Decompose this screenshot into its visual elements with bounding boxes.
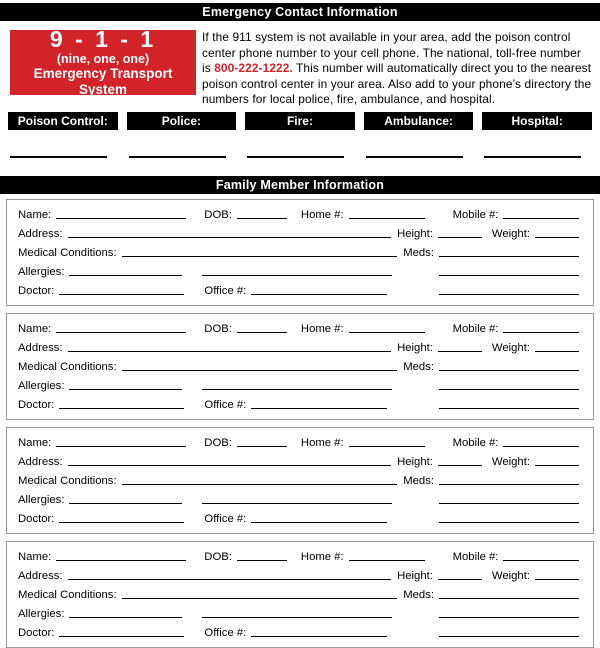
member-row-medical	[18, 470, 579, 489]
weight-blank-line	[535, 351, 579, 352]
family-section-header	[0, 176, 600, 194]
poison-control-phone-number: 800-222-1222.	[214, 61, 293, 76]
contact-col-poison-control	[8, 112, 118, 158]
dob-blank-line	[237, 446, 287, 447]
weight-label: Weight:	[491, 227, 530, 240]
home-phone-blank-line	[349, 332, 425, 333]
allergies-blank-line	[69, 617, 182, 618]
family-members	[0, 199, 600, 648]
medical-conditions-blank-line	[122, 256, 398, 257]
address-label: Address:	[18, 569, 63, 582]
home-phone-label: Home #:	[300, 208, 344, 221]
doctor-label: Doctor:	[18, 626, 55, 639]
height-label: Height:	[397, 569, 433, 582]
allergies-continuation-line	[202, 389, 392, 390]
member-row-doctor	[18, 280, 579, 299]
mobile-phone-label: Mobile #:	[452, 208, 499, 221]
doctor-label: Doctor:	[18, 512, 55, 525]
height-label: Height:	[397, 341, 433, 354]
mobile-phone-blank-line	[503, 446, 579, 447]
home-phone-label: Home #:	[300, 436, 344, 449]
home-phone-blank-line	[349, 218, 425, 219]
weight-blank-line	[535, 237, 579, 238]
office-phone-label: Office #:	[204, 626, 247, 639]
member-row-medical	[18, 356, 579, 375]
member-row-allergies	[18, 603, 579, 622]
mobile-phone-blank-line	[503, 332, 579, 333]
intro-text-before: If the 911 system is not available in your area, add the poison control center phone number to your cell phone. The national, toll-free number is	[202, 30, 581, 76]
dob-label: DOB:	[204, 322, 232, 335]
dob-label: DOB:	[204, 208, 232, 221]
medical-conditions-label: Medical Conditions:	[18, 474, 117, 487]
home-phone-label: Home #:	[300, 322, 344, 335]
contact-col-fire	[245, 112, 355, 158]
contact-blank-line	[10, 156, 107, 158]
911-banner	[10, 26, 196, 97]
member-row-address	[18, 223, 579, 242]
allergies-label: Allergies:	[18, 379, 65, 392]
mobile-phone-blank-line	[503, 218, 579, 219]
height-blank-line	[438, 351, 482, 352]
meds-continuation-line	[439, 275, 579, 276]
medical-conditions-blank-line	[122, 484, 398, 485]
contact-col-ambulance	[364, 112, 474, 158]
dob-blank-line	[237, 218, 287, 219]
meds-continuation-line	[439, 617, 579, 618]
meds-blank-line	[439, 256, 579, 257]
weight-label: Weight:	[491, 455, 530, 468]
name-label: Name:	[18, 208, 52, 221]
contact-label-poison-control: Poison Control:	[8, 112, 118, 130]
member-row-address	[18, 337, 579, 356]
dob-label: DOB:	[204, 550, 232, 563]
member-row-medical	[18, 584, 579, 603]
emergency-section-title: Emergency Contact Information	[202, 5, 398, 19]
contact-label-hospital: Hospital:	[482, 112, 592, 130]
allergies-label: Allergies:	[18, 493, 65, 506]
meds-label: Meds:	[403, 474, 434, 487]
meds-continuation-line	[439, 503, 579, 504]
dob-label: DOB:	[204, 436, 232, 449]
meds-blank-line	[439, 598, 579, 599]
member-row-address	[18, 451, 579, 470]
weight-blank-line	[535, 579, 579, 580]
office-phone-blank-line	[251, 408, 387, 409]
home-phone-label: Home #:	[300, 550, 344, 563]
allergies-blank-line	[69, 389, 182, 390]
allergies-continuation-line	[202, 275, 392, 276]
contact-labels-row	[8, 112, 592, 158]
member-row-doctor	[18, 622, 579, 641]
member-row-allergies	[18, 261, 579, 280]
allergies-label: Allergies:	[18, 265, 65, 278]
meds-blank-line	[439, 484, 579, 485]
address-label: Address:	[18, 455, 63, 468]
name-label: Name:	[18, 550, 52, 563]
allergies-label: Allergies:	[18, 607, 65, 620]
name-blank-line	[56, 560, 186, 561]
medical-conditions-blank-line	[122, 598, 398, 599]
address-blank-line	[68, 579, 392, 580]
medical-conditions-label: Medical Conditions:	[18, 588, 117, 601]
home-phone-blank-line	[349, 560, 425, 561]
medical-conditions-label: Medical Conditions:	[18, 246, 117, 259]
allergies-blank-line	[69, 275, 182, 276]
name-label: Name:	[18, 322, 52, 335]
member-row-address	[18, 565, 579, 584]
home-phone-blank-line	[349, 446, 425, 447]
contact-blank-line	[484, 156, 581, 158]
contact-label-fire: Fire:	[245, 112, 355, 130]
address-label: Address:	[18, 341, 63, 354]
meds-continuation-line-2	[439, 294, 579, 295]
address-blank-line	[68, 351, 392, 352]
medical-conditions-label: Medical Conditions:	[18, 360, 117, 373]
height-label: Height:	[397, 227, 433, 240]
meds-continuation-line-2	[439, 636, 579, 637]
mobile-phone-label: Mobile #:	[452, 322, 499, 335]
allergies-continuation-line	[202, 503, 392, 504]
intro-section	[10, 26, 592, 108]
family-member-block	[6, 541, 594, 648]
address-blank-line	[68, 465, 392, 466]
member-row-allergies	[18, 375, 579, 394]
office-phone-blank-line	[251, 294, 387, 295]
meds-continuation-line-2	[439, 408, 579, 409]
member-row-name	[18, 432, 579, 451]
office-phone-label: Office #:	[204, 398, 247, 411]
911-number: 9 - 1 - 1	[49, 26, 157, 52]
weight-blank-line	[535, 465, 579, 466]
member-row-name	[18, 204, 579, 223]
member-row-doctor	[18, 508, 579, 527]
address-label: Address:	[18, 227, 63, 240]
dob-blank-line	[237, 332, 287, 333]
intro-text-after: This number will automatically direct you to the nearest poison control center in your area. Also add to your phone’s directory the numbers for local police, fire, ambulance, and hospital.	[202, 61, 592, 107]
meds-continuation-line-2	[439, 522, 579, 523]
doctor-label: Doctor:	[18, 284, 55, 297]
member-row-name	[18, 318, 579, 337]
height-label: Height:	[397, 455, 433, 468]
contact-blank-line	[247, 156, 344, 158]
office-phone-label: Office #:	[204, 512, 247, 525]
contact-col-police	[127, 112, 237, 158]
doctor-blank-line	[59, 294, 184, 295]
doctor-blank-line	[59, 408, 184, 409]
member-row-doctor	[18, 394, 579, 413]
address-blank-line	[68, 237, 392, 238]
mobile-phone-label: Mobile #:	[452, 550, 499, 563]
office-phone-blank-line	[251, 636, 387, 637]
allergies-continuation-line	[202, 617, 392, 618]
name-blank-line	[56, 218, 186, 219]
contact-col-hospital	[482, 112, 592, 158]
intro-paragraph	[196, 30, 592, 108]
allergies-blank-line	[69, 503, 182, 504]
member-row-name	[18, 546, 579, 565]
family-member-block	[6, 313, 594, 420]
member-row-medical	[18, 242, 579, 261]
office-phone-blank-line	[251, 522, 387, 523]
meds-label: Meds:	[403, 246, 434, 259]
911-words: (nine, one, one)	[56, 52, 150, 66]
medical-conditions-blank-line	[122, 370, 398, 371]
meds-label: Meds:	[403, 588, 434, 601]
doctor-blank-line	[59, 522, 184, 523]
contact-label-police: Police:	[127, 112, 237, 130]
height-blank-line	[438, 579, 482, 580]
height-blank-line	[438, 237, 482, 238]
meds-continuation-line	[439, 389, 579, 390]
meds-blank-line	[439, 370, 579, 371]
height-blank-line	[438, 465, 482, 466]
name-blank-line	[56, 446, 186, 447]
meds-label: Meds:	[403, 360, 434, 373]
emergency-section-header	[0, 3, 600, 21]
weight-label: Weight:	[491, 341, 530, 354]
office-phone-label: Office #:	[204, 284, 247, 297]
name-blank-line	[56, 332, 186, 333]
doctor-label: Doctor:	[18, 398, 55, 411]
doctor-blank-line	[59, 636, 184, 637]
name-label: Name:	[18, 436, 52, 449]
mobile-phone-blank-line	[503, 560, 579, 561]
family-section-title: Family Member Information	[215, 177, 385, 192]
family-member-block	[6, 427, 594, 534]
contact-blank-line	[129, 156, 226, 158]
911-subtitle: Emergency Transport System	[33, 66, 173, 97]
mobile-phone-label: Mobile #:	[452, 436, 499, 449]
member-row-allergies	[18, 489, 579, 508]
contact-blank-line	[366, 156, 463, 158]
family-member-block	[6, 199, 594, 306]
dob-blank-line	[237, 560, 287, 561]
weight-label: Weight:	[491, 569, 530, 582]
contact-label-ambulance: Ambulance:	[364, 112, 474, 130]
